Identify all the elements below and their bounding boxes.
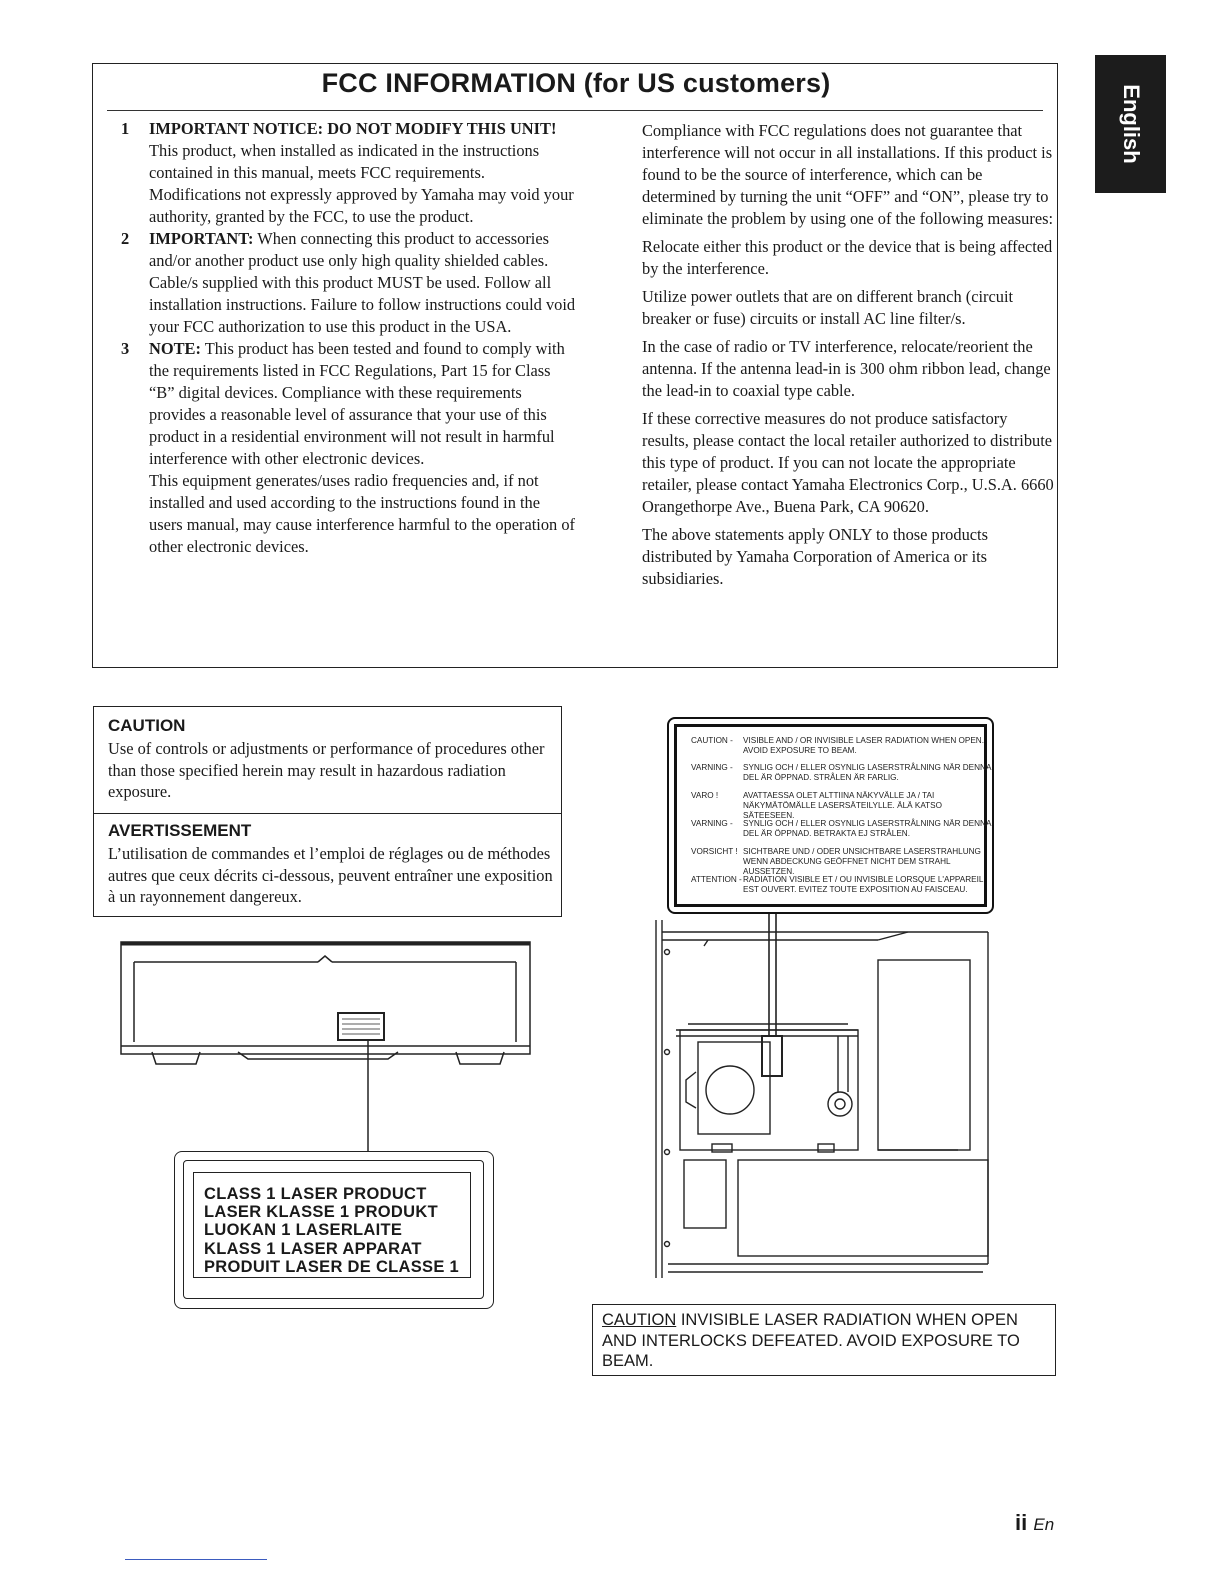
device-top-illustration xyxy=(648,912,998,1284)
laser-label-line: CLASS 1 LASER PRODUCT xyxy=(204,1185,427,1203)
page-number xyxy=(1015,1510,1054,1536)
laser-warning-frame xyxy=(674,724,991,907)
compliance-paragraph: The above statements apply ONLY to those products distributed by Yamaha Corporation of America or its subsidiaries. xyxy=(642,525,988,588)
fcc-notice-item-3 xyxy=(107,338,577,558)
warning-row-text: RADIATION VISIBLE ET / OU INVISIBLE LORSQUE L'APPAREIL EST OUVERT. EVITEZ TOUTE EXPOSITION AU FAISCEAU. xyxy=(743,875,984,894)
fcc-notice-list xyxy=(107,118,577,558)
fcc-title-rule xyxy=(107,110,1043,111)
warning-row-text: VISIBLE AND / OR INVISIBLE LASER RADIATION WHEN OPEN. AVOID EXPOSURE TO BEAM. xyxy=(743,736,984,755)
interlock-caution-text: INVISIBLE LASER RADIATION WHEN OPEN AND INTERLOCKS DEFEATED. AVOID EXPOSURE TO BEAM. xyxy=(602,1311,1020,1370)
warning-row-label: CAUTION - xyxy=(691,736,733,745)
page-number-value: ii xyxy=(1015,1510,1028,1535)
laser-label-line: LUOKAN 1 LASERLAITE xyxy=(204,1221,403,1240)
class1-laser-label xyxy=(193,1172,471,1278)
warning-row-text: SYNLIG OCH / ELLER OSYNLIG LASERSTRÅLNING NÄR DENNA DEL ÄR ÖPPNAD. BETRAKTA EJ STRÅLEN. xyxy=(743,819,991,838)
device-front-illustration xyxy=(118,938,538,1154)
fcc-notice-item-2 xyxy=(107,228,577,338)
fcc-compliance-text xyxy=(642,120,1054,596)
warning-row-label: ATTENTION - xyxy=(691,875,742,884)
compliance-paragraph: Utilize power outlets that are on different branch (circuit breaker or fuse) circuits or install AC line filter/s. xyxy=(642,287,1014,328)
caution-text: Use of controls or adjustments or performance of procedures other than those specified herein may result in hazardous radiation exposure. xyxy=(108,739,545,801)
laser-label-line: KLASS 1 LASER APPARAT xyxy=(204,1239,422,1258)
item-body: This product, when installed as indicated in the instructions contained in this manual, meets FCC requirements. Modifications not expressly approved by Yamaha may void your authority, granted by the FCC, to use the product. xyxy=(149,141,574,226)
caution-box xyxy=(93,706,562,917)
item-body-continued: This equipment generates/uses radio frequencies and, if not installed and used according to the instructions found in the users manual, may cause interference harmful to the operation of other electronic devices. xyxy=(149,471,575,556)
compliance-paragraph: Relocate either this product or the device that is being affected by the interference. xyxy=(642,237,1053,278)
item-lead: IMPORTANT NOTICE: DO NOT MODIFY THIS UNIT! xyxy=(149,119,557,138)
item-body: When connecting this product to accessories and/or another product use only high quality shielded cables. Cable/s supplied with this product MUST be used. Follow all installation instructions. Failure to follow instructions could void your FCC authorization to use this product in the USA. xyxy=(149,229,576,336)
interlock-caution-lead: CAUTION xyxy=(602,1311,677,1329)
avertissement-text: L’utilisation de commandes et l’emploi de réglages ou de méthodes autres que ceux décrits ci-dessous, peuvent entraîner une exposition à un rayonnement dangereux. xyxy=(108,844,553,906)
warning-row-text: SICHTBARE UND / ODER UNSICHTBARE LASERSTRAHLUNG WENN ABDECKUNG GEÖFFNET NICHT DEM STRAHL AUSSETZEN. xyxy=(743,847,981,876)
item-lead: NOTE: xyxy=(149,339,201,358)
laser-label-line: PRODUIT LASER DE CLASSE 1 xyxy=(204,1257,460,1276)
avertissement-heading: AVERTISSEMENT xyxy=(108,821,252,840)
caution-divider xyxy=(94,813,561,814)
item-number: 2 xyxy=(121,229,130,248)
language-tab xyxy=(1095,55,1166,193)
warning-row-label: VARNING - xyxy=(691,763,733,772)
warning-row-text: SYNLIG OCH / ELLER OSYNLIG LASERSTRÅLNING NÄR DENNA DEL ÄR ÖPPNAD. STRÅLEN ÄR FARLIG. xyxy=(743,763,991,782)
language-tab-label: English xyxy=(1118,84,1144,164)
warning-row-text: AVATTAESSA OLET ALTTIINA NÄKYVÄLLE JA / TAI NÄKYMÄTÖMÄLLE LASERSÄTEILYLLE. ÄLÄ KATSO SÄTEESEEN. xyxy=(743,791,942,820)
laser-label-line: LASER KLASSE 1 PRODUKT xyxy=(204,1203,438,1222)
compliance-paragraph: In the case of radio or TV interference, relocate/reorient the antenna. If the antenna lead-in is 300 ohm ribbon lead, change the lead-in to coaxial type cable. xyxy=(642,337,1051,400)
interlock-caution-box xyxy=(592,1304,1056,1376)
warning-row-label: VORSICHT ! xyxy=(691,847,738,856)
fcc-notice-item-1 xyxy=(107,118,577,228)
compliance-paragraph: If these corrective measures do not produce satisfactory results, please contact the local retailer authorized to distribute this type of product. If you can not locate the appropriate retailer, please contact Yamaha Electronics Corp., U.S.A. 6660 Orangethorpe Ave., Buena Park, CA 90620. xyxy=(642,409,1054,516)
fcc-title: FCC INFORMATION (for US customers) xyxy=(321,68,831,98)
warning-row-label: VARNING - xyxy=(691,819,733,828)
item-number: 3 xyxy=(121,339,130,358)
item-body: This product has been tested and found to comply with the requirements listed in FCC Regulations, Part 15 for Class “B” digital devices. Compliance with these requirements provides a reasonable level of assurance that your use of this product in a residential environment will not result in harmful interference with other electronic devices. xyxy=(149,339,565,468)
warning-row-label: VARO ! xyxy=(691,791,719,800)
laser-warning-label xyxy=(667,717,994,914)
caution-heading: CAUTION xyxy=(108,716,186,735)
footnote-rule xyxy=(125,1559,267,1560)
item-lead: IMPORTANT: xyxy=(149,229,254,248)
item-number: 1 xyxy=(121,119,130,138)
fcc-information-box xyxy=(92,63,1058,668)
compliance-paragraph: Compliance with FCC regulations does not guarantee that interference will not occur in all installations. If this product is found to be the source of interference, which can be determined by turning the unit “OFF” and “ON”, please try to eliminate the problem by using one of the following measures: xyxy=(642,121,1054,228)
page-language: En xyxy=(1033,1515,1055,1534)
